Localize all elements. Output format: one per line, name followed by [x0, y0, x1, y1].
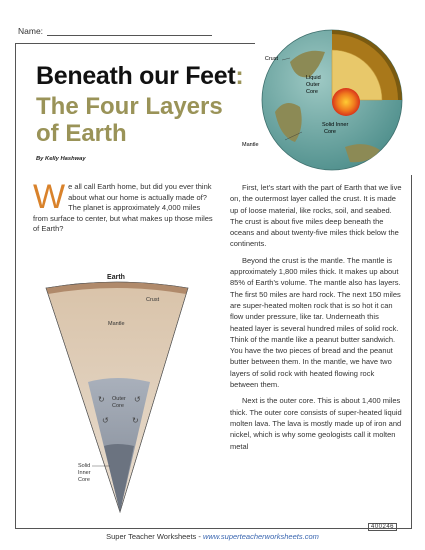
title-main: Beneath our Feet: [36, 62, 236, 90]
drop-cap: W: [33, 178, 66, 216]
name-blank-line: [47, 27, 212, 36]
flow-arrow-icon: ↺: [102, 416, 109, 425]
wedge-label-outer: Outer: [112, 396, 126, 402]
title-line-1: [36, 62, 243, 90]
footer-link[interactable]: www.superteacherworksheets.com: [202, 532, 319, 541]
footer-text: Super Teacher Worksheets -: [106, 532, 203, 541]
flow-arrow-icon: ↻: [98, 395, 105, 404]
intro-text: e all call Earth home, but did you ever think about what our home is actually made of? The planet is approximately 4,000 miles from surface to center, but what makes up those miles of Earth?: [33, 182, 213, 234]
title-colon: :: [235, 62, 244, 90]
flow-arrow-icon: ↺: [134, 395, 141, 404]
globe-label-liquid: Liquid: [306, 75, 321, 81]
title-line-2: The Four Layers: [36, 93, 223, 120]
paragraph-mantle: Beyond the crust is the mantle. The mantle is approximately 1,800 miles thick. It makes up about 85% of Earth’s volume. The mantle also has layers. The first 50 miles are hard rock. The next 150 miles are super-heated molten rock that is so hot it can flow under pressure, like tar. Underneath this heated layer is several hundred miles of solid rock. Think of the mantle like a peanut butter sandwich. You have the two pieces of bread and the peanut butter between them. In the mantle, we have two layers of solid rock with heated flowing rock between them.: [230, 255, 401, 390]
body-column: [230, 182, 402, 457]
intro-paragraph: [33, 178, 213, 235]
paragraph-outer-core: Next is the outer core. This is about 1,400 miles thick. The outer core consists of super-heated liquid molten lava. The lava is mostly made up of iron and nickel, which is why some geologists call it molten metal: [230, 396, 402, 451]
wedge-label-mantle: Mantle: [108, 321, 125, 327]
footer: [0, 532, 425, 541]
globe-label-solid-inner: Solid Inner: [322, 122, 349, 128]
wedge-label-outer-core: Core: [112, 403, 124, 409]
worksheet-code: 400246: [368, 523, 397, 531]
wedge-label-crust: Crust: [146, 297, 160, 303]
title-line-3: of Earth: [36, 120, 127, 147]
globe-label-inner-core: Core: [324, 129, 336, 135]
globe-label-crust: Crust: [264, 56, 278, 62]
earth-layers-wedge-diagram: [38, 270, 218, 520]
globe-label-core: Core: [306, 89, 318, 95]
byline: By Kelly Hashway: [36, 156, 86, 162]
name-field: [18, 26, 212, 36]
globe-label-outer: Outer: [306, 82, 320, 88]
wedge-title: Earth: [107, 274, 125, 281]
flow-arrow-icon: ↻: [132, 416, 139, 425]
wedge-label-core: Core: [78, 477, 90, 483]
globe-label-mantle: Mantle: [242, 142, 259, 148]
paragraph-crust: First, let’s start with the part of Earth that we live on, the outermost layer called the crust. It is made up of loose material, like rocks, soil, and seabed. The crust is about five miles deep beneath the oceans and about twenty-five miles thick below the continents.: [230, 183, 402, 249]
wedge-label-inner: Inner: [78, 470, 91, 476]
name-label: Name:: [18, 26, 44, 36]
earth-cutaway-globe: [242, 22, 415, 187]
wedge-label-solid: Solid: [78, 463, 91, 469]
